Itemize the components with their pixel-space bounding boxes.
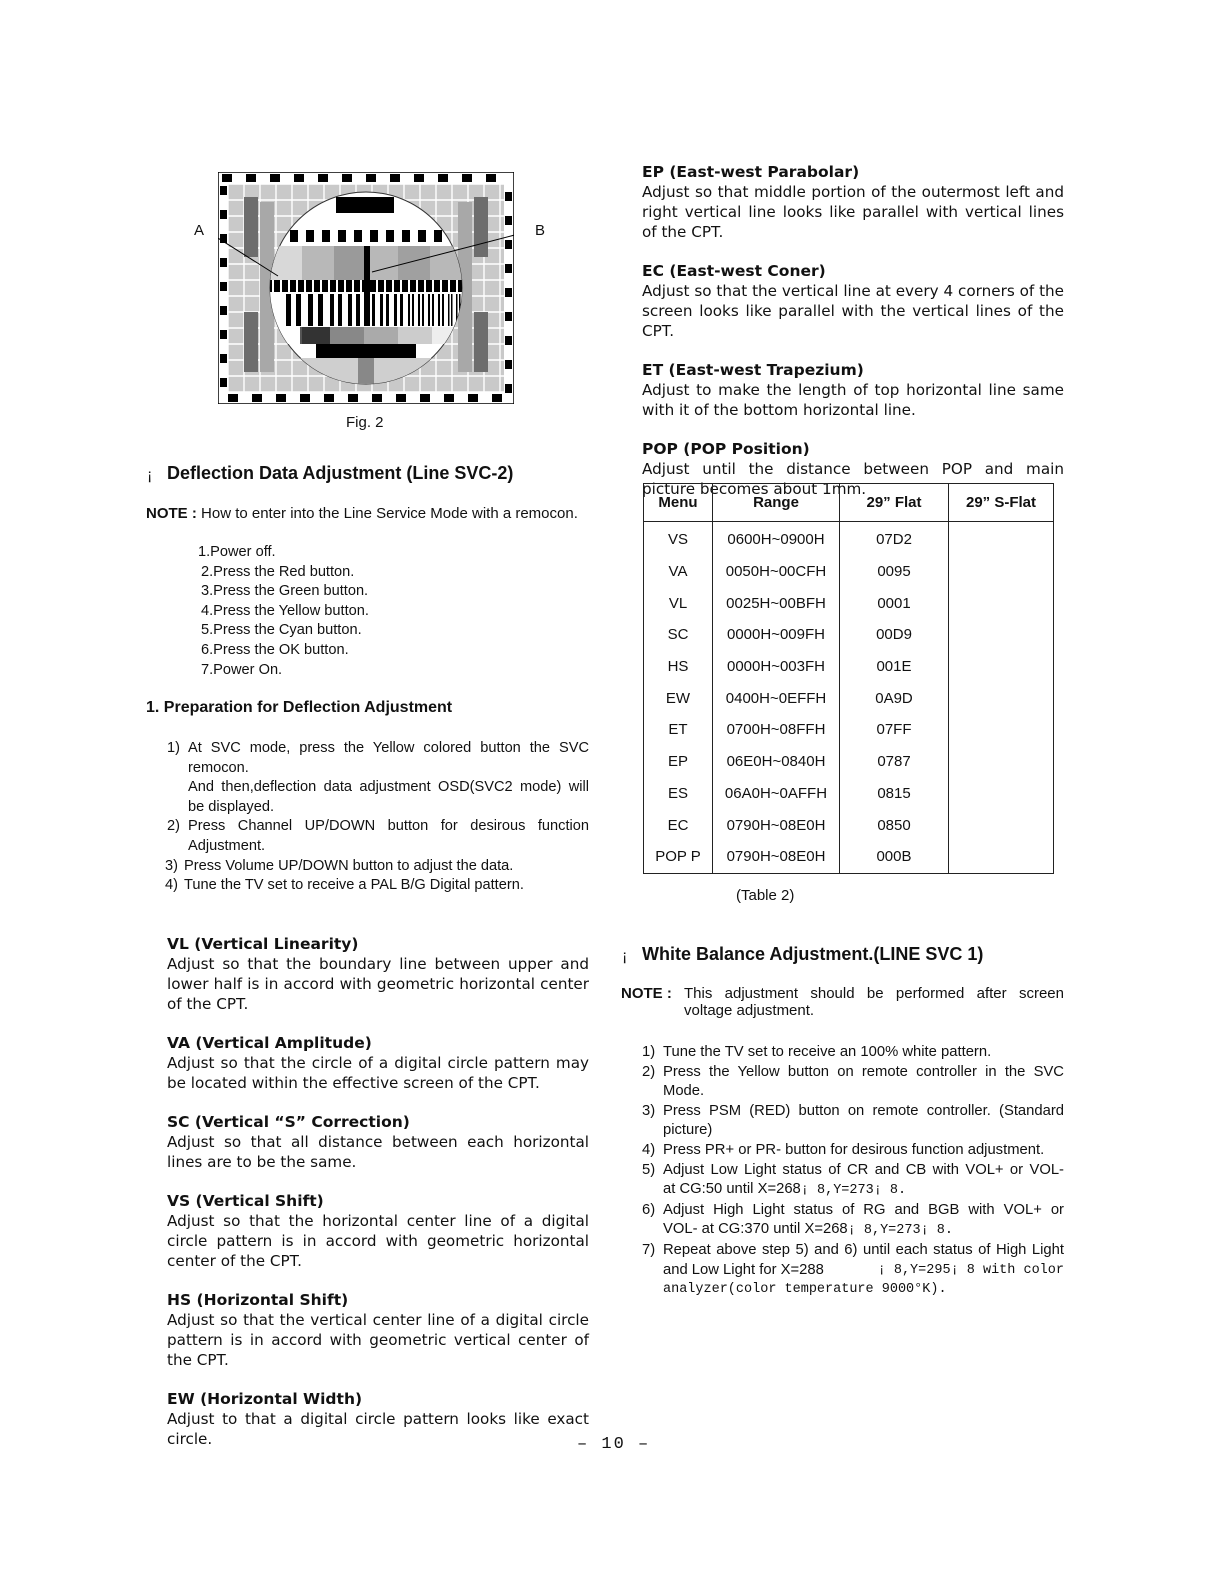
table-cell: 0001 — [840, 587, 949, 619]
definition-text: Adjust so that middle portion of the outermost left and right vertical line looks like parallel with vertical lines of the CPT. — [642, 183, 1064, 241]
table-cell: 0095 — [840, 556, 949, 588]
definition-block — [167, 934, 589, 1014]
step-item: 1.Power off. — [198, 544, 276, 560]
figure-label-a: A — [194, 222, 205, 239]
wb-step-line — [663, 1261, 1064, 1281]
table-cell — [949, 587, 1054, 619]
wb-step-num: 2) — [642, 1063, 656, 1080]
table-cell: 0700H~08FFH — [713, 714, 840, 746]
prep-step-line: Tune the TV set to receive a PAL B/G Digital pattern. — [184, 877, 524, 894]
definition-title: EC (East-west Coner) — [642, 262, 826, 280]
wb-step-num: 6) — [642, 1201, 656, 1218]
page-number: – 10 – — [577, 1435, 651, 1454]
definition-text: Adjust so that the vertical center line of a digital circle pattern is in accord with geometric vertical center of the CPT. — [167, 1311, 589, 1369]
wb-step — [642, 1201, 1064, 1241]
prep-step-line: Press Channel UP/DOWN button for desirous function — [188, 818, 589, 835]
table-cell: ET — [644, 714, 713, 746]
definition-block — [167, 1389, 589, 1449]
table-cell: 0A9D — [840, 682, 949, 714]
definition-block — [642, 360, 1064, 420]
section-bullet: ¡ — [622, 948, 628, 965]
note-label: NOTE : — [621, 985, 672, 1002]
wb-step-line: Adjust High Light status of RG and BGB with VOL+ or — [663, 1201, 1064, 1218]
table-cell: 000B — [840, 841, 949, 873]
wb-step-line: Mode. — [663, 1083, 705, 1100]
prep-step-line: Press Volume UP/DOWN button to adjust the data. — [184, 857, 514, 874]
step-item: 5.Press the Cyan button. — [201, 622, 362, 639]
white-balance-steps — [642, 1043, 1064, 1300]
wb-step-line — [663, 1220, 1064, 1241]
definition-title: VL (Vertical Linearity) — [167, 935, 359, 953]
table-row — [644, 619, 1054, 651]
prep-step — [165, 857, 589, 877]
table-cell: EP — [644, 746, 713, 778]
wb-step-text: at CG:50 until X=268 — [663, 1181, 801, 1198]
table-cell: 0600H~0900H — [713, 522, 840, 556]
note-text: voltage adjustment. — [684, 1002, 815, 1019]
definition-block — [167, 1033, 589, 1093]
prep-step-num: 3) — [165, 857, 178, 874]
wb-step — [642, 1102, 1064, 1141]
table-cell: EW — [644, 682, 713, 714]
deflection-title: Deflection Data Adjustment (Line SVC-2) — [167, 463, 514, 483]
wb-step-coords: ¡ 8,Y=295¡ 8 with color — [877, 1262, 1064, 1278]
wb-step-text: VOL- at CG:370 until X=268 — [663, 1221, 848, 1238]
step-item: 4.Press the Yellow button. — [201, 602, 369, 619]
wb-step — [642, 1063, 1064, 1102]
definition-block — [167, 1191, 589, 1271]
table-row — [644, 651, 1054, 683]
definition-block — [167, 1112, 589, 1172]
wb-step-line: Press the Yellow button on remote controller in the SVC — [663, 1063, 1064, 1080]
prep-step — [165, 876, 589, 896]
column-header: 29” S-Flat — [949, 484, 1054, 522]
table-header-row — [644, 484, 1054, 522]
table-cell: 0000H~003FH — [713, 651, 840, 683]
column-header: 29” Flat — [840, 484, 949, 522]
table-cell — [949, 841, 1054, 873]
table-caption: (Table 2) — [736, 887, 795, 904]
table-cell — [949, 809, 1054, 841]
definition-text: Adjust so that the vertical line at every 4 corners of the screen looks like parallel with the vertical lines of the CPT. — [642, 282, 1064, 340]
table-cell: 0400H~0EFFH — [713, 682, 840, 714]
definition-title: POP (POP Position) — [642, 440, 810, 458]
white-balance-note — [621, 985, 1064, 1019]
table-cell: 06E0H~0840H — [713, 746, 840, 778]
prep-title: 1. Preparation for Deflection Adjustment — [146, 699, 453, 716]
wb-step-line: Repeat above step 5) and 6) until each status of High Light — [663, 1241, 1064, 1258]
wb-step-num: 4) — [642, 1141, 656, 1158]
prep-steps — [167, 739, 589, 896]
table-cell: ES — [644, 778, 713, 810]
step-item: 6.Press the OK button. — [201, 641, 349, 658]
definition-title: ET (East-west Trapezium) — [642, 361, 864, 379]
table-row — [644, 522, 1054, 556]
prep-step-line: Adjustment. — [188, 837, 266, 854]
definition-text: Adjust so that all distance between each horizontal lines are to be the same. — [167, 1133, 589, 1171]
right-definitions — [642, 162, 1064, 499]
wb-step — [642, 1241, 1064, 1300]
wb-step-num: 7) — [642, 1241, 656, 1258]
table-row — [644, 556, 1054, 588]
wb-step — [642, 1161, 1064, 1201]
definition-text: Adjust so that the boundary line between upper and lower half is in accord with geometric horizontal center of the CPT. — [167, 955, 589, 1013]
step-item: 2.Press the Red button. — [201, 563, 355, 580]
step-list — [198, 543, 369, 680]
table-cell: POP P — [644, 841, 713, 873]
note-text: This adjustment should be performed after screen — [684, 985, 1064, 1002]
table-cell: HS — [644, 651, 713, 683]
table-cell: VA — [644, 556, 713, 588]
table-cell: EC — [644, 809, 713, 841]
wb-step-num: 1) — [642, 1044, 656, 1060]
table-cell — [949, 651, 1054, 683]
definition-text: Adjust to make the length of top horizontal line same with it of the bottom horizontal line. — [642, 381, 1064, 419]
wb-step-line: analyzer(color temperature 9000°K). — [663, 1282, 947, 1298]
wb-step — [642, 1141, 1064, 1161]
step-item: 7.Power On. — [201, 661, 283, 678]
note-text: How to enter into the Line Service Mode with a remocon. — [201, 505, 578, 522]
figure-caption: Fig. 2 — [346, 414, 384, 431]
table-cell — [949, 619, 1054, 651]
figure-label-b: B — [535, 222, 546, 239]
definition-title: VA (Vertical Amplitude) — [167, 1034, 372, 1052]
column-header: Menu — [644, 484, 713, 522]
left-definitions — [167, 934, 589, 1449]
definition-block — [642, 162, 1064, 242]
table-cell: 0850 — [840, 809, 949, 841]
table-cell — [949, 522, 1054, 556]
prep-step — [167, 817, 589, 856]
prep-step-line: be displayed. — [188, 798, 275, 815]
table-cell — [949, 778, 1054, 810]
definition-title: HS (Horizontal Shift) — [167, 1291, 349, 1309]
table-row — [644, 778, 1054, 810]
wb-step-num: 5) — [642, 1161, 656, 1178]
section-bullet: ¡ — [147, 467, 153, 484]
table-cell: 0050H~00CFH — [713, 556, 840, 588]
definition-text: Adjust so that the horizontal center line of a digital circle pattern is in accord with geometric horizontal center of the CPT. — [167, 1212, 589, 1270]
step-item: 3.Press the Green button. — [201, 583, 369, 600]
wb-step-coords: ¡ 8,Y=273¡ 8. — [847, 1223, 953, 1239]
definition-text: Adjust so that the circle of a digital circle pattern may be located within the effective screen of the CPT. — [167, 1054, 589, 1092]
table-cell — [949, 714, 1054, 746]
table-cell: VL — [644, 587, 713, 619]
prep-step-num: 2) — [167, 818, 180, 835]
wb-step-num: 3) — [642, 1102, 656, 1119]
white-balance-title: White Balance Adjustment.(LINE SVC 1) — [642, 944, 984, 964]
table-cell: 0790H~08E0H — [713, 841, 840, 873]
table-cell: 07D2 — [840, 522, 949, 556]
wb-step-line: Press PSM (RED) button on remote controller. (Standard — [663, 1102, 1064, 1119]
definition-text: Adjust until the distance between POP and main picture becomes about 1mm. — [642, 460, 1064, 498]
column-header: Range — [713, 484, 840, 522]
table-cell: 0790H~08E0H — [713, 809, 840, 841]
table-cell: 0787 — [840, 746, 949, 778]
table-cell: 0025H~00BFH — [713, 587, 840, 619]
definition-title: EW (Horizontal Width) — [167, 1390, 363, 1408]
test-pattern-figure — [218, 172, 514, 404]
deflection-data-table — [643, 483, 1054, 874]
wb-step — [642, 1043, 1064, 1063]
wb-step-line: picture) — [663, 1122, 713, 1139]
wb-step-line: Press PR+ or PR- button for desirous function adjustment. — [663, 1141, 1045, 1158]
definition-text: Adjust to that a digital circle pattern looks like exact circle. — [167, 1410, 589, 1448]
wb-step-text: and Low Light for X=288 — [663, 1261, 824, 1278]
table-row — [644, 587, 1054, 619]
table-cell: VS — [644, 522, 713, 556]
definition-block — [167, 1290, 589, 1370]
table-cell — [949, 746, 1054, 778]
prep-step-line: And then,deflection data adjustment OSD(SVC2 mode) will — [188, 779, 589, 796]
note-label: NOTE : — [146, 505, 197, 522]
table-cell: 00D9 — [840, 619, 949, 651]
definition-block — [642, 261, 1064, 341]
prep-step-line: remocon. — [188, 759, 249, 776]
table-cell: SC — [644, 619, 713, 651]
table-cell — [949, 556, 1054, 588]
table-row — [644, 841, 1054, 873]
table-cell: 001E — [840, 651, 949, 683]
table-row — [644, 714, 1054, 746]
test-pattern-image — [218, 172, 514, 404]
prep-step-num: 4) — [165, 877, 178, 894]
table-cell — [949, 682, 1054, 714]
wb-step-line: Adjust Low Light status of CR and CB with VOL+ or VOL- — [663, 1161, 1064, 1178]
table-row — [644, 746, 1054, 778]
wb-step-coords: ¡ 8,Y=273¡ 8. — [800, 1183, 907, 1199]
table-cell: 0000H~009FH — [713, 619, 840, 651]
definition-title: VS (Vertical Shift) — [167, 1192, 324, 1210]
wb-step-line: Tune the TV set to receive an 100% white pattern. — [663, 1044, 992, 1060]
prep-step-num: 1) — [167, 740, 180, 756]
definition-title: EP (East-west Parabolar) — [642, 163, 860, 181]
definition-title: SC (Vertical “S” Correction) — [167, 1113, 410, 1131]
table-cell: 06A0H~0AFFH — [713, 778, 840, 810]
prep-step-line: At SVC mode, press the Yellow colored button the SVC — [188, 740, 589, 756]
prep-step — [167, 739, 589, 817]
table-row — [644, 809, 1054, 841]
table-row — [644, 682, 1054, 714]
deflection-note — [146, 505, 578, 522]
wb-step-line — [663, 1180, 1064, 1201]
table-cell: 07FF — [840, 714, 949, 746]
table-cell: 0815 — [840, 778, 949, 810]
